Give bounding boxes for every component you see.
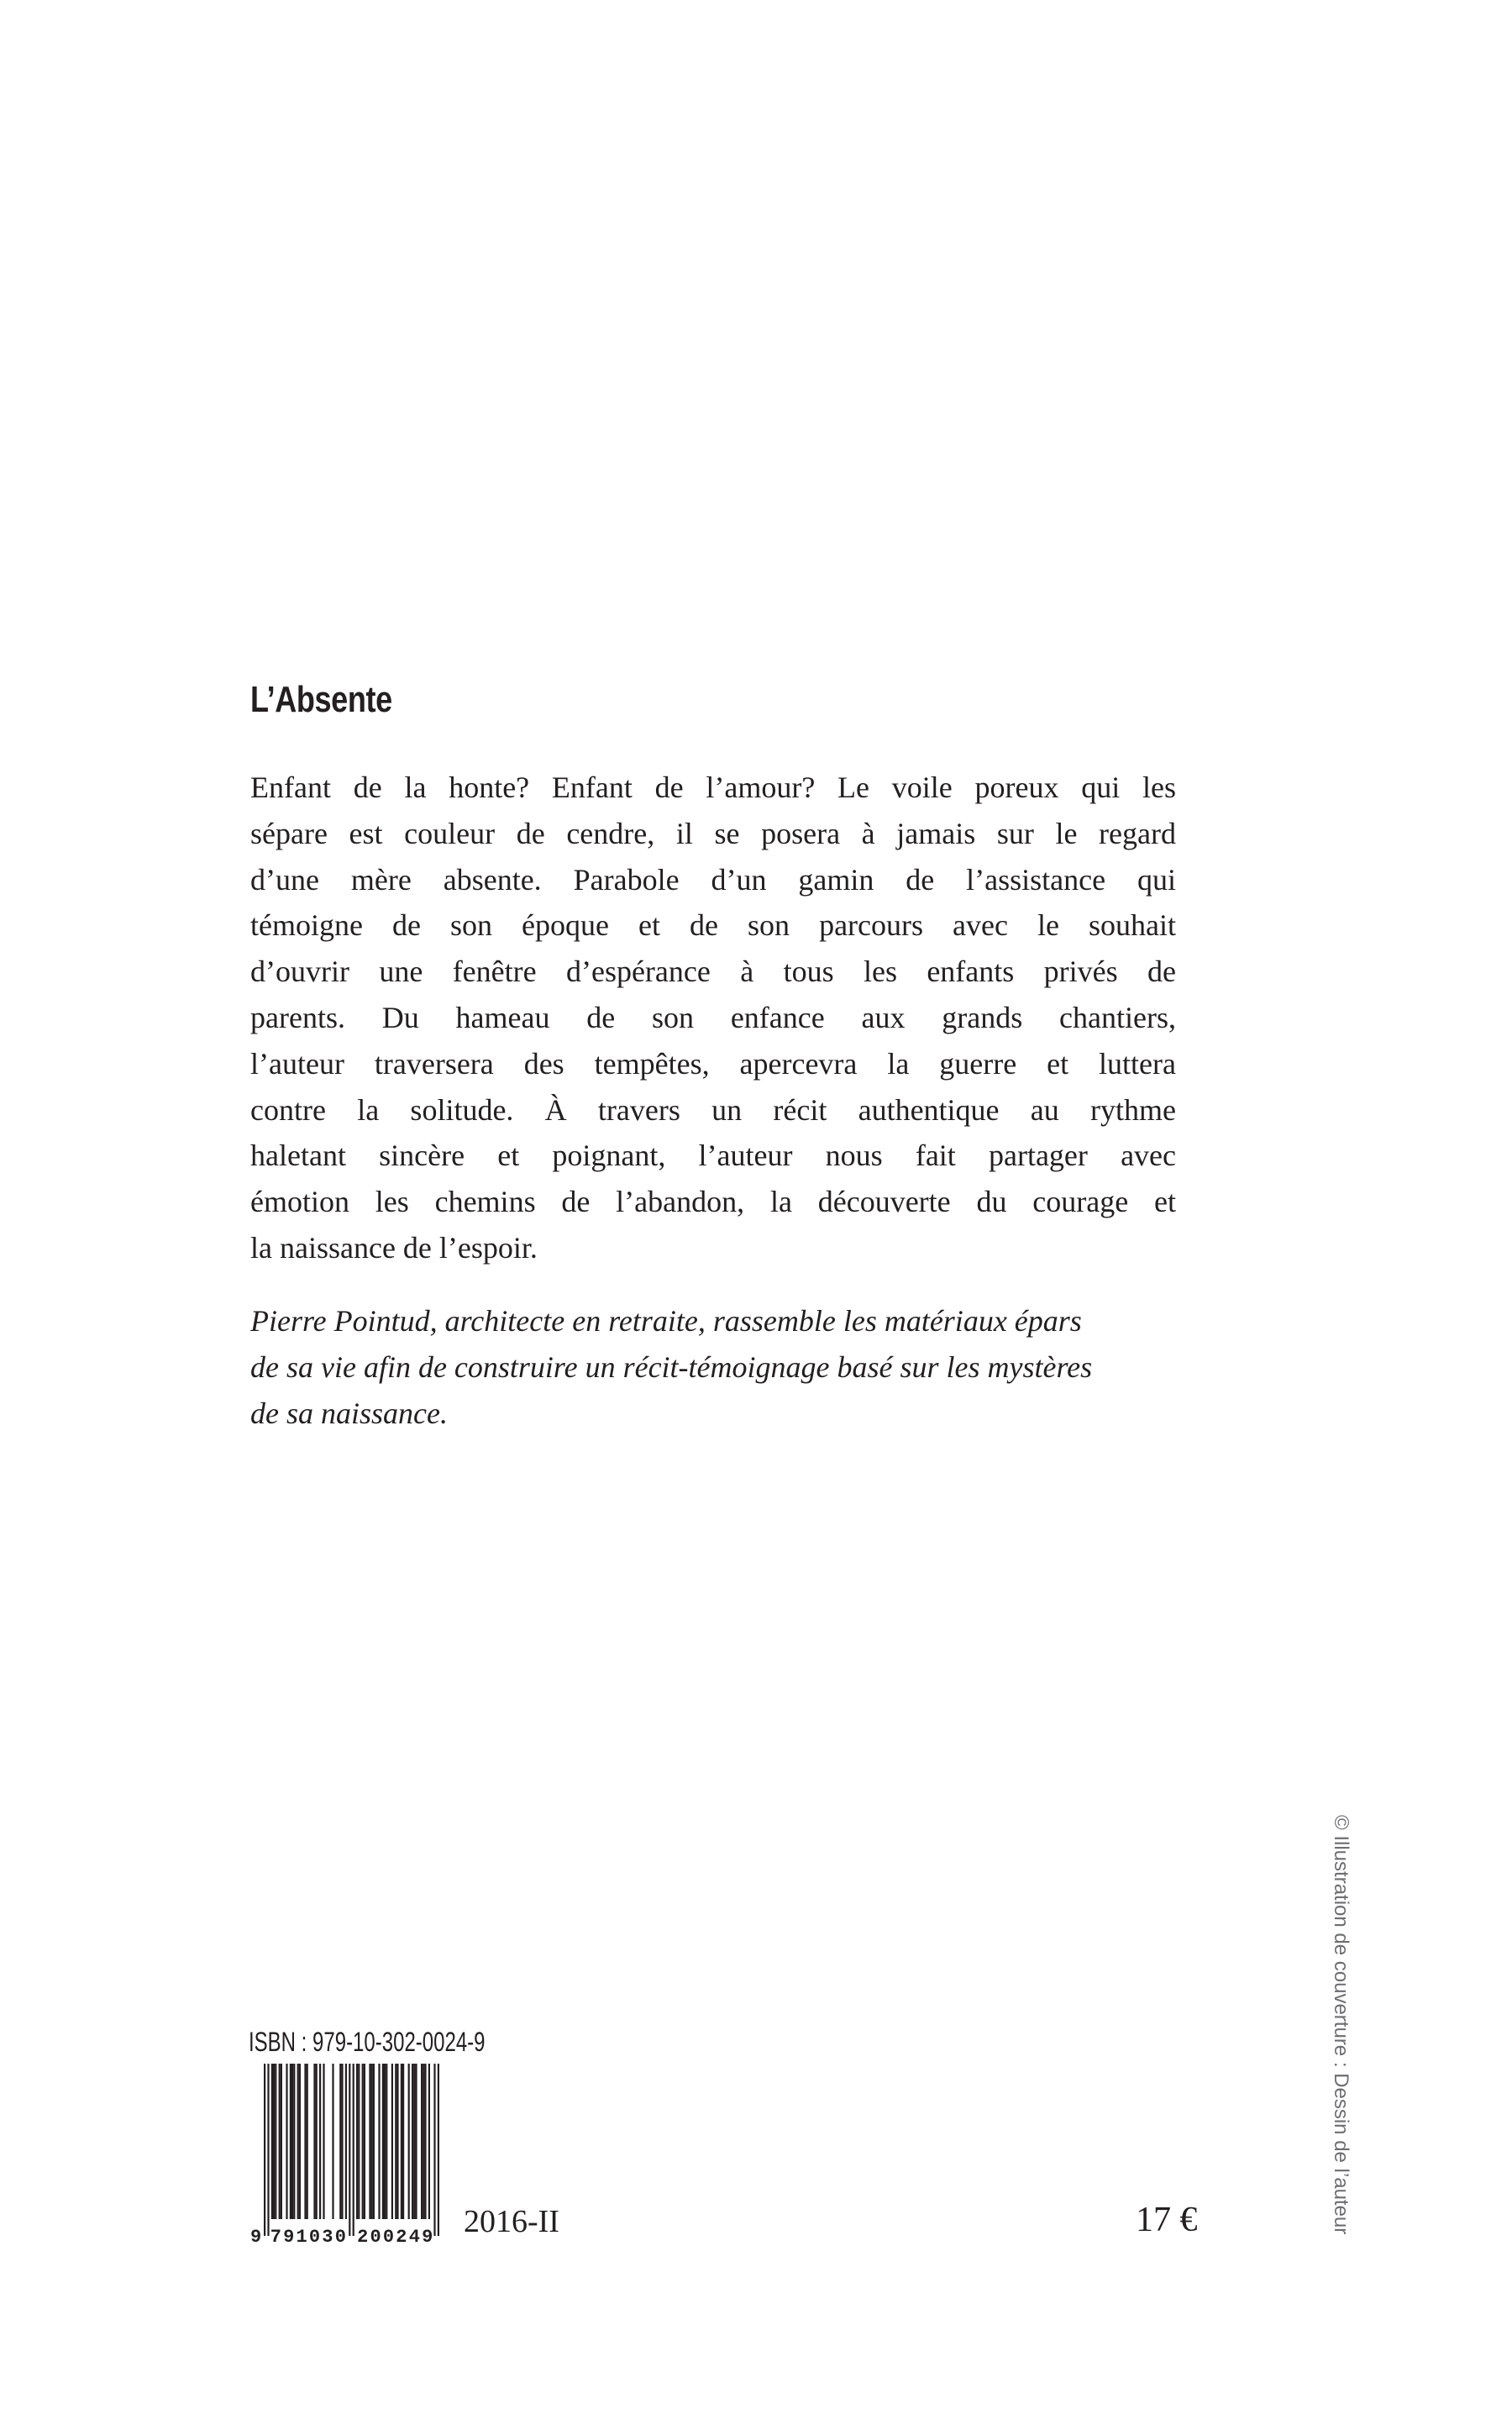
- barcode-bar: [307, 2064, 308, 2219]
- barcode-bar: [421, 2064, 423, 2219]
- barcode-bar: [391, 2064, 393, 2219]
- bio-line: de sa naissance.: [250, 1396, 448, 1430]
- barcode-bar: [332, 2064, 333, 2219]
- barcode-bar: [349, 2064, 350, 2236]
- barcode-bar: [433, 2064, 435, 2236]
- cover-credit: [1326, 1815, 1359, 2252]
- barcode-bar: [273, 2064, 275, 2219]
- barcode-digit: 0: [334, 2227, 346, 2248]
- barcode-bar: [401, 2064, 402, 2219]
- barcode-bar: [293, 2064, 295, 2219]
- summary-line: émotion les chemins de l’abandon, la découverte du courage et: [250, 1185, 1176, 1219]
- barcode-bar: [271, 2064, 273, 2219]
- barcode-digit: 0: [382, 2227, 395, 2248]
- summary-line: haletant sincère et poignant, l’auteur nous fait partager avec: [250, 1139, 1176, 1173]
- isbn-label: ISBN : 979-10-302-0024-9: [249, 2027, 486, 2057]
- summary-paragraph: [250, 765, 1176, 1271]
- barcode-bar: [275, 2064, 276, 2219]
- barcode-bar: [316, 2064, 318, 2219]
- bio-line: Pierre Pointud, architecte en retraite, rassemble les matériaux épars: [250, 1304, 1082, 1338]
- summary-line: la naissance de l’espoir.: [250, 1230, 538, 1265]
- barcode-bar: [323, 2064, 324, 2219]
- summary-line: témoigne de son époque et de son parcours avec le souhait: [250, 908, 1176, 943]
- barcode-digit: 0: [308, 2227, 321, 2248]
- barcode-bar: [341, 2064, 343, 2219]
- barcode-bar: [290, 2064, 291, 2219]
- barcode-bar: [358, 2064, 360, 2219]
- barcode-digit: 9: [283, 2227, 295, 2248]
- barcode-bar: [362, 2064, 364, 2219]
- barcode-bar: [378, 2064, 380, 2219]
- price-label: 17 €: [1136, 2201, 1198, 2239]
- summary-line: d’ouvrir une fenêtre d’espérance à tous les enfants privés de: [250, 955, 1176, 989]
- barcode-bar: [339, 2064, 341, 2219]
- barcode-bar: [345, 2064, 347, 2219]
- barcode-digit: 2: [357, 2227, 369, 2248]
- barcode-digit: 0: [370, 2227, 381, 2248]
- barcode-bar: [281, 2064, 282, 2219]
- barcode-bar: [423, 2064, 424, 2219]
- barcode: [249, 2064, 454, 2253]
- barcode-bar: [428, 2064, 430, 2219]
- edition-label: 2016-II: [464, 2204, 559, 2239]
- book-title: L’Absente: [250, 679, 392, 720]
- author-bio: [250, 1298, 1176, 1436]
- barcode-bar: [291, 2064, 293, 2219]
- barcode-bar: [438, 2064, 439, 2236]
- barcode-bar: [356, 2064, 358, 2219]
- barcode-bar: [412, 2064, 413, 2219]
- summary-line: contre la solitude. À travers un récit authentique au rythme: [250, 1092, 1176, 1127]
- barcode-bar: [319, 2064, 321, 2219]
- barcode-bar: [395, 2064, 396, 2219]
- barcode-bar: [396, 2064, 398, 2219]
- barcode-digit: 1: [296, 2227, 307, 2248]
- barcode-bar: [299, 2064, 301, 2219]
- barcode-bar: [279, 2064, 281, 2219]
- bio-line: de sa vie afin de construire un récit-témoignage basé sur les mystères: [250, 1349, 1093, 1384]
- barcode-bar: [364, 2064, 365, 2219]
- barcode-bar: [371, 2064, 373, 2219]
- barcode-bar: [267, 2064, 269, 2236]
- barcode-digit: 4: [408, 2227, 420, 2248]
- barcode-bar: [386, 2064, 387, 2219]
- barcode-bar: [382, 2064, 384, 2219]
- barcode-bar: [297, 2064, 299, 2219]
- summary-line: sépare est couleur de cendre, il se posera à jamais sur le regard: [250, 816, 1176, 850]
- summary-line: Enfant de la honte? Enfant de l’amour? Le voile poreux qui les: [250, 771, 1176, 804]
- barcode-digit: 3: [322, 2227, 333, 2248]
- barcode-digit: 9: [250, 2227, 262, 2248]
- barcode-bar: [286, 2064, 287, 2219]
- summary-line: l’auteur traversera des tempêtes, apercevra la guerre et luttera: [250, 1046, 1176, 1081]
- barcode-digit: 9: [422, 2227, 433, 2248]
- summary-line: d’une mère absente. Parabole d’un gamin de l’assistance qui: [250, 862, 1176, 897]
- barcode-digit: 2: [396, 2227, 407, 2248]
- barcode-bar: [304, 2064, 306, 2219]
- barcode-bar: [369, 2064, 370, 2219]
- barcode-bar: [373, 2064, 375, 2219]
- barcode-bar: [384, 2064, 386, 2219]
- barcode-bar: [415, 2064, 417, 2219]
- barcode-bar: [408, 2064, 410, 2219]
- cover-credit-text: © Illustration de couverture : Dessin de l’auteur: [1330, 1815, 1352, 2235]
- barcode-bar: [402, 2064, 404, 2219]
- barcode-bar: [313, 2064, 315, 2219]
- barcode-bar: [353, 2064, 354, 2236]
- barcode-bar: [264, 2064, 265, 2236]
- summary-line: parents. Du hameau de son enfance aux grands chantiers,: [250, 1000, 1176, 1034]
- barcode-bar: [424, 2064, 426, 2219]
- barcode-bar: [413, 2064, 415, 2219]
- barcode-digit: 7: [270, 2227, 281, 2248]
